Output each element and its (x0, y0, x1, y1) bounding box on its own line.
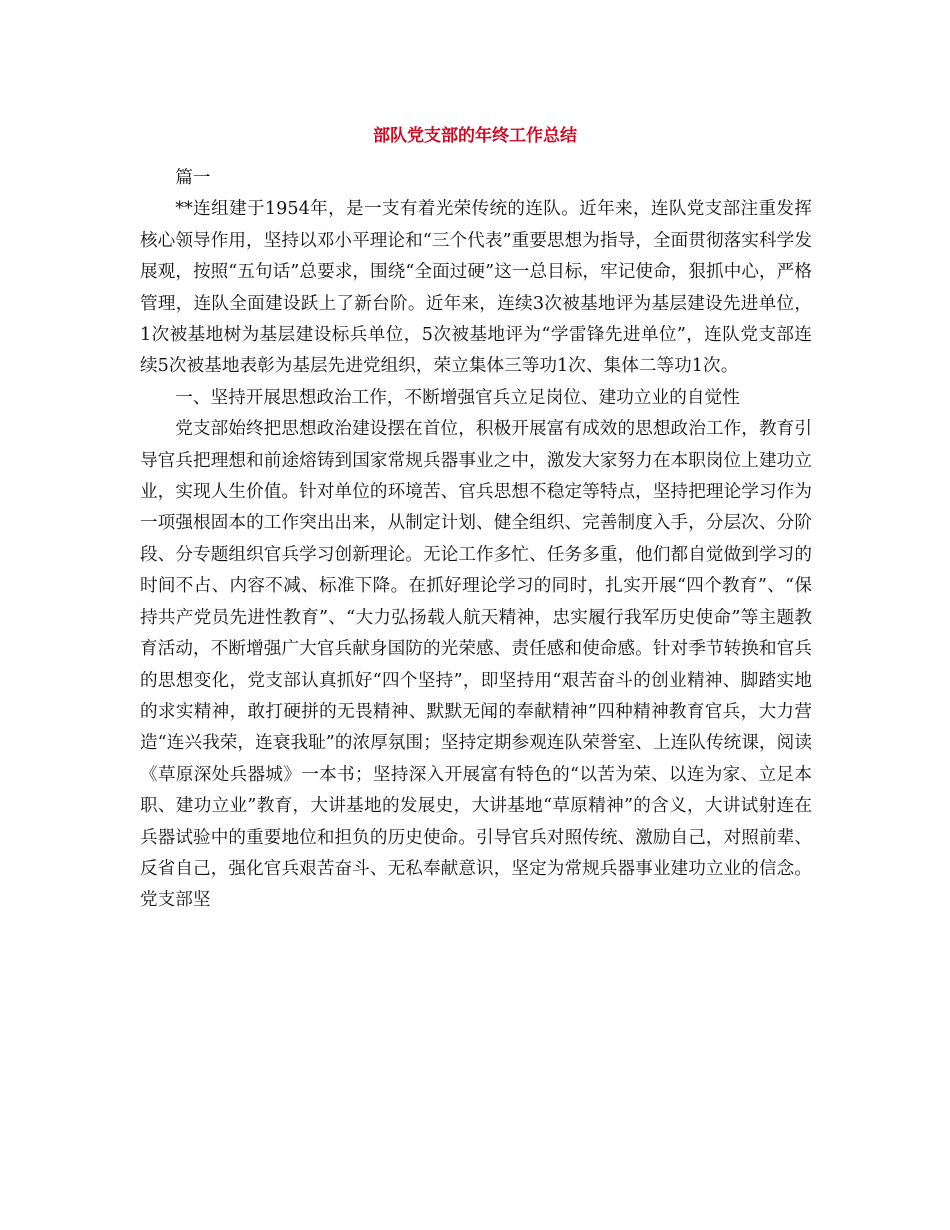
section-heading-part-one: 篇一 (175, 168, 211, 188)
document-title: 部队党支部的年终工作总结 (373, 126, 577, 146)
paragraph-company-intro: **连组建于1954年，是一支有着光荣传统的连队。近年来，连队党支部注重发挥核心领导作用，坚持以邓小平理论和“三个代表”重要思想为指导，全面贯彻落实科学发展观，按照“五句话”总要求，围绕“全面过硬”这一总目标，牢记使命，狠抓中心，严格管理，连队全面建设跃上了新台阶。近年来，连续3次被基地评为基层建设先进单位，1次被基地树为基层建设标兵单位，5次被基地评为“学雷锋先进单位”，连队党支部连续5次被基地表彰为基层先进党组织，荣立集体三等功1次、集体二等功1次。 (140, 199, 812, 377)
paragraph-political-work: 党支部始终把思想政治建设摆在首位，积极开展富有成效的思想政治工作，教育引导官兵把理想和前途熔铸到国家常规兵器事业之中，激发大家努力在本职岗位上建功立业，实现人生价值。针对单位的环境苦、官兵思想不稳定等特点，坚持把理论学习作为一项强根固本的工作突出出来，从制定计划、健全组织、完善制度入手，分层次、分阶段、分专题组织官兵学习创新理论。无论工作多忙、任务多重，他们都自觉做到学习的时间不占、内容不减、标准下降。在抓好理论学习的同时，扎实开展“四个教育”、“保持共产党员先进性教育”、“大力弘扬载人航天精神，忠实履行我军历史使命”等主题教育活动，不断增强广大官兵献身国防的光荣感、责任感和使命感。针对季节转换和官兵的思想变化，党支部认真抓好“四个坚持”，即坚持用“艰苦奋斗的创业精神、脚踏实地的求实精神，敢打硬拼的无畏精神、默默无闻的奉献精神”四种精神教育官兵，大力营造“连兴我荣，连衰我耻”的浓厚氛围；坚持定期参观连队荣誉室、上连队传统课，阅读《草原深处兵器城》一本书；坚持深入开展富有特色的“以苦为荣、以连为家、立足本职、建功立业”教育，大讲基地的发展史，大讲基地“草原精神”的含义，大讲试射连在兵器试验中的重要地位和担负的历史使命。引导官兵对照传统、激励自己，对照前辈、反省自己，强化官兵艰苦奋斗、无私奉献意识，坚定为常规兵器事业建功立业的信念。党支部坚 (140, 419, 812, 911)
document-body (140, 163, 812, 917)
section-heading-political-work: 一、坚持开展思想政治工作，不断增强官兵立足岗位、建功立业的自觉性 (175, 387, 740, 408)
